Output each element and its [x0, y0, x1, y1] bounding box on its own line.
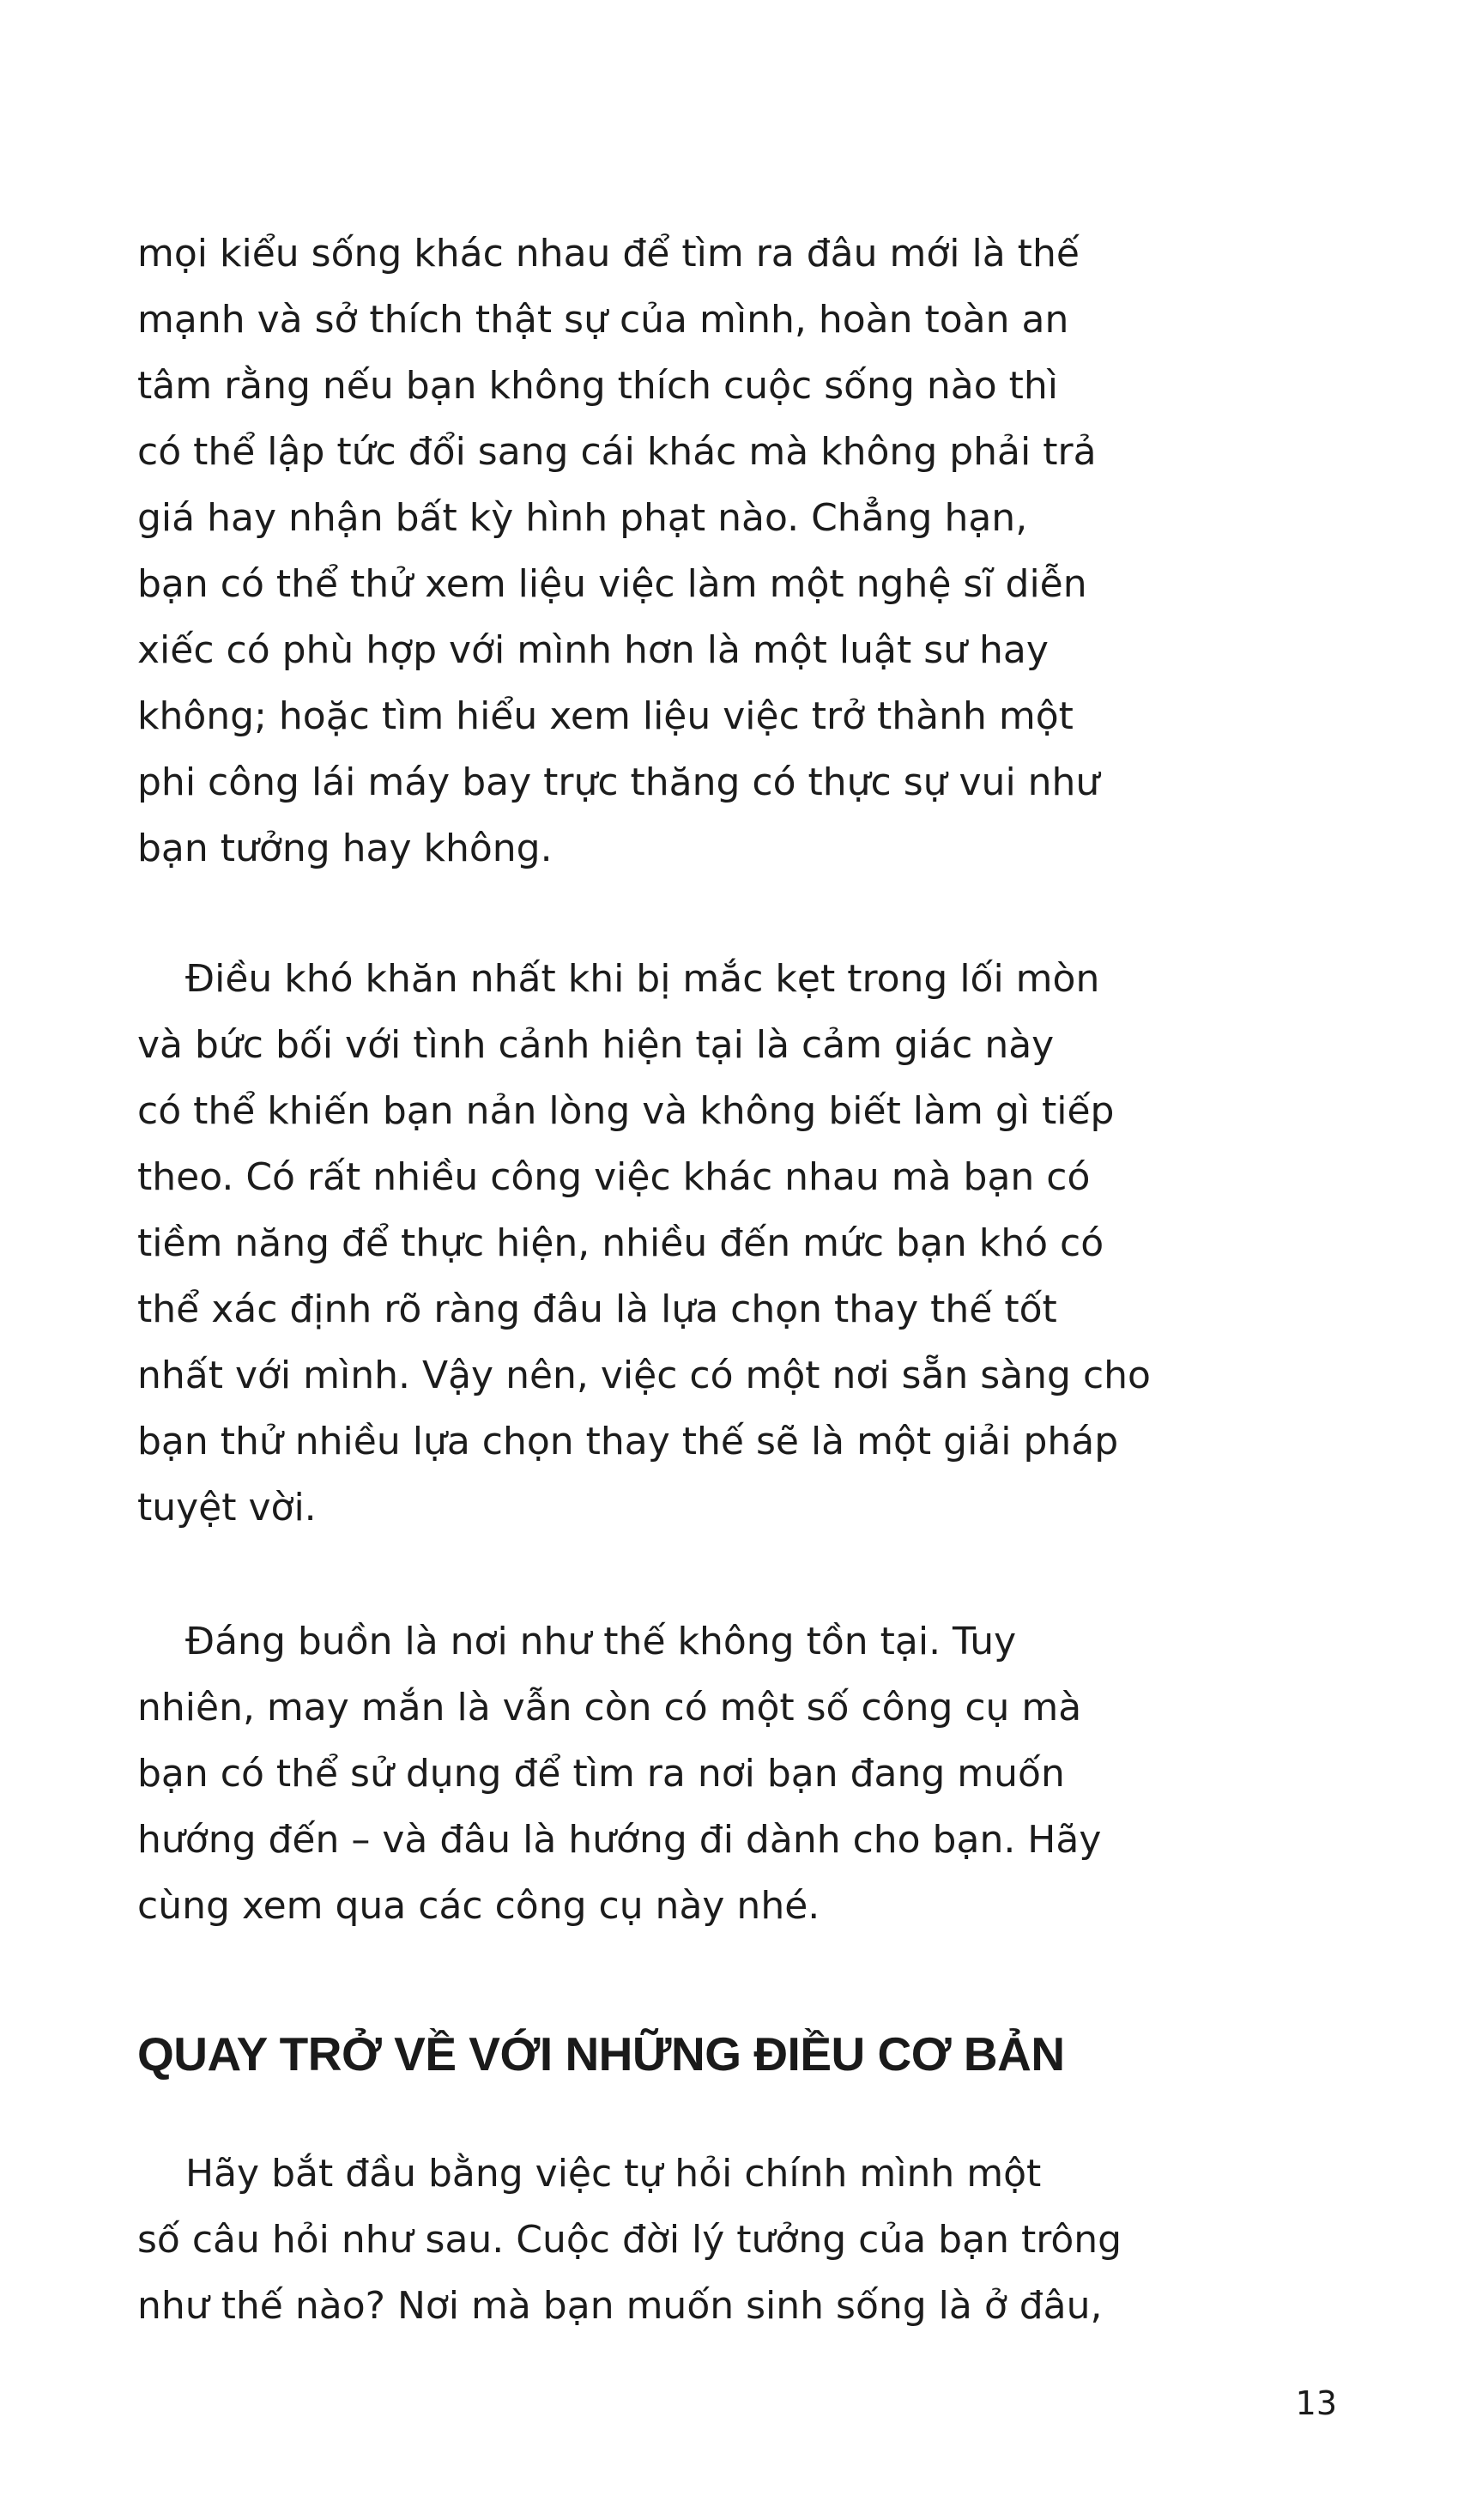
text-line: tâm rằng nếu bạn không thích cuộc sống nào thì [137, 364, 1058, 408]
text-line: Hãy bắt đầu bằng việc tự hỏi chính mình một [185, 2152, 1042, 2196]
page-number: 13 [1295, 2384, 1337, 2422]
text-line: có thể lập tức đổi sang cái khác mà không phải trả [137, 430, 1097, 474]
text-line: xiếc có phù hợp với mình hơn là một luật sư hay [137, 628, 1049, 672]
text-line: bạn tưởng hay không. [137, 827, 553, 870]
text-line: mọi kiểu sống khác nhau để tìm ra đâu mới là thế [137, 232, 1080, 276]
text-line: như thế nào? Nơi mà bạn muốn sinh sống là ở đâu, [137, 2284, 1103, 2328]
text-line: tiềm năng để thực hiện, nhiều đến mức bạn khó có [137, 1221, 1104, 1265]
text-line: thể xác định rõ ràng đâu là lựa chọn thay thế tốt [137, 1287, 1057, 1331]
text-line: có thể khiến bạn nản lòng và không biết làm gì tiếp [137, 1089, 1115, 1133]
paragraph-2 [137, 946, 1339, 1541]
section-heading: QUAY TRỞ VỀ VỚI NHỮNG ĐIỀU CƠ BẢN [137, 2027, 1065, 2081]
paragraph-1 [137, 221, 1339, 881]
text-line: giá hay nhận bất kỳ hình phạt nào. Chẳng hạn, [137, 496, 1028, 540]
text-line: bạn thử nhiều lựa chọn thay thế sẽ là một giải pháp [137, 1420, 1119, 1463]
text-line: theo. Có rất nhiều công việc khác nhau mà bạn có [137, 1155, 1091, 1199]
text-line: hướng đến – và đâu là hướng đi dành cho bạn. Hãy [137, 1818, 1102, 1862]
text-line: bạn có thể thử xem liệu việc làm một nghệ sĩ diễn [137, 562, 1087, 606]
text-line: tuyệt vời. [137, 1486, 317, 1530]
text-line: Điều khó khăn nhất khi bị mắc kẹt trong lối mòn [185, 957, 1100, 1001]
text-line: cùng xem qua các công cụ này nhé. [137, 1884, 820, 1928]
text-line: phi công lái máy bay trực thăng có thực sự vui như [137, 760, 1100, 804]
text-line: nhất với mình. Vậy nên, việc có một nơi sẵn sàng cho [137, 1354, 1151, 1397]
text-line: không; hoặc tìm hiểu xem liệu việc trở thành một [137, 694, 1074, 738]
paragraph-3 [137, 1608, 1339, 1939]
text-line: nhiên, may mắn là vẫn còn có một số công cụ mà [137, 1686, 1082, 1729]
text-line: và bức bối với tình cảnh hiện tại là cảm giác này [137, 1023, 1055, 1067]
text-line: số câu hỏi như sau. Cuộc đời lý tưởng của bạn trông [137, 2218, 1122, 2262]
paragraph-4 [137, 2141, 1339, 2339]
text-line: bạn có thể sử dụng để tìm ra nơi bạn đang muốn [137, 1752, 1065, 1796]
text-line: mạnh và sở thích thật sự của mình, hoàn toàn an [137, 298, 1069, 342]
text-line: Đáng buồn là nơi như thế không tồn tại. Tuy [185, 1620, 1017, 1663]
